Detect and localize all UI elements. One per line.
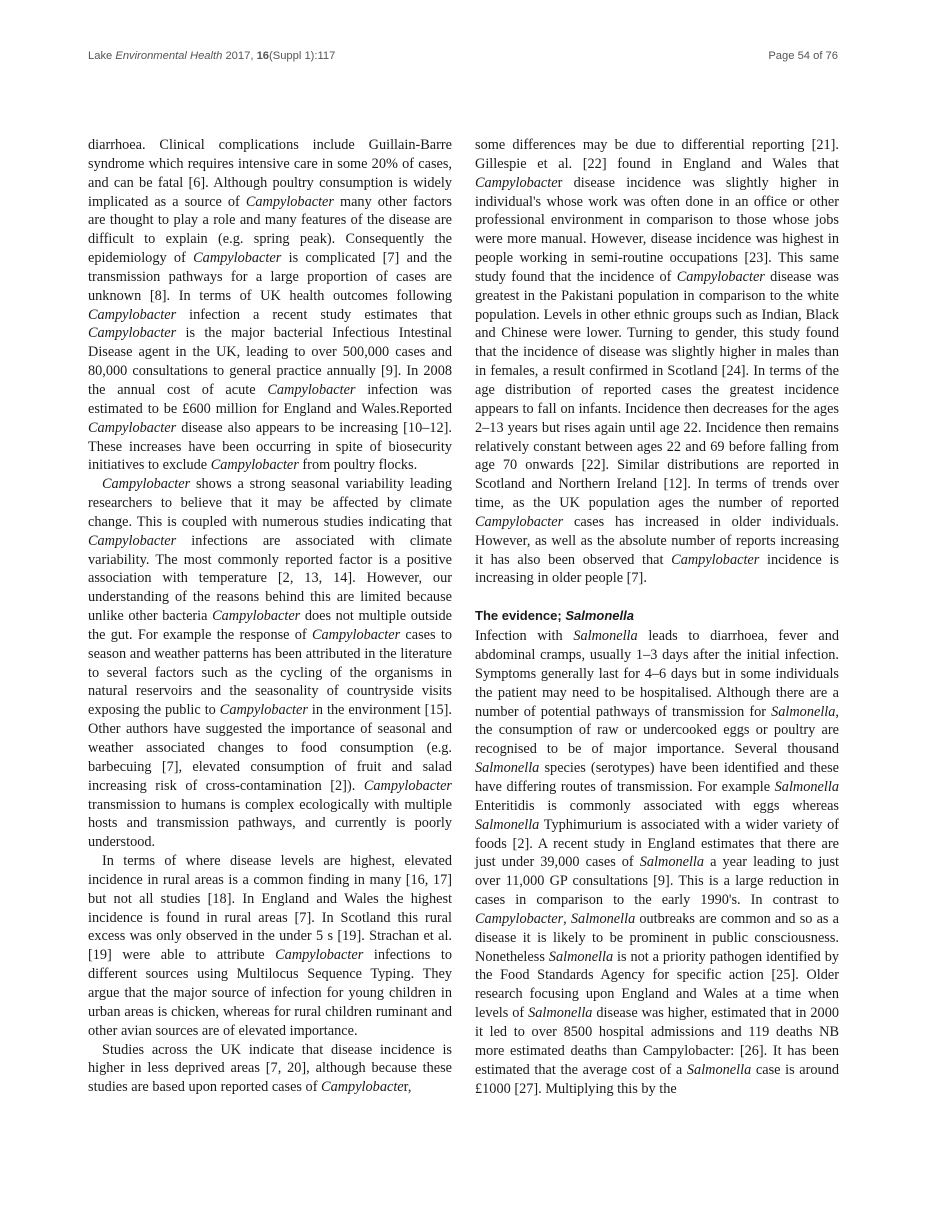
text-run: is not a priority pathogen identified by the Food Standards Agency for specific action [25]. Older research focusing upon England and Wales at a time when levels of <box>475 948 840 1022</box>
text-run: infection a recent study estimates that <box>176 306 452 323</box>
italic-term: Campylobacte <box>475 174 558 191</box>
italic-term: Campylobacter <box>267 381 356 398</box>
italic-term: Campylobacter <box>210 457 299 474</box>
citation-line <box>88 50 335 62</box>
italic-term: Salmonella <box>548 948 614 965</box>
italic-term: Salmonella <box>774 779 839 795</box>
text-run: outbreaks are common and so as a disease it is likely to be prominent in public consciousness. Nonetheless <box>475 910 839 965</box>
text-run: Enteritidis is commonly associated with eggs whereas <box>475 797 839 814</box>
italic-term: Campylobacter <box>363 777 452 794</box>
italic-term: Campylobacter <box>212 608 301 625</box>
paragraph-seasonal-variability <box>88 475 452 852</box>
text-run: incidence is increasing in older people [7]. <box>475 551 839 587</box>
italic-term: Salmonella <box>528 1005 593 1022</box>
text-run: r, <box>403 1079 412 1096</box>
italic-term: Campylobacte <box>321 1079 404 1096</box>
italic-term: Campylobacter <box>245 193 334 210</box>
text-run: r disease incidence was slightly higher in individual's whose work was often done in an office or other professional environment in comparison to those whose jobs were more manual. However, disease incidence was highest in people working in semi-routine occupations [23]. This same study found that the incidence of <box>475 174 839 285</box>
italic-term: Salmonella <box>639 854 705 871</box>
text-run: disease was greatest in the Pakistani population in comparison to the white population. Levels in other ethnic groups such as Indian, Black and Chinese were lower. Turning to gender, this study found that the incidence of disease was slightly higher in males than in females, a result confirmed in Scotland [24]. In terms of the age distribution of reported cases the greatest incidence appears to fall on infants. Incidence then decreases for the ages 2–13 years but rises again until age 22. Incidence then remains relatively constant between ages 22 and 69 before falling from age 70 onwards [22]. Similar distributions are reported in Scotland and Northern Ireland [12]. In terms of trends over time, as the UK population ages the number of reported <box>475 268 839 512</box>
text-run: cases has increased in older individuals. However, as well as the absolute number of reports increasing it has also been observed that <box>475 513 839 568</box>
text-run: is the major bacterial Infectious Intestinal Disease agent in the UK, leading to over 500,000 cases and 80,000 consultations to general practice annually [9]. In 2008 the annual cost of acute <box>88 325 452 398</box>
italic-term: Salmonella <box>573 628 638 645</box>
italic-term: Campylobacter <box>88 306 177 323</box>
text-run: some differences may be due to differential reporting [21]. Gillespie et al. [22] found in England and Wales that <box>475 137 839 172</box>
text-run: a year leading to just over 11,000 GP consultations [9]. This is a large reduction in cases in comparison to the early 1990's. In contrast to <box>475 854 839 909</box>
text-run: , the consumption of raw or undercooked eggs or poultry are recognised to be of major importance. Several thousand <box>475 703 839 758</box>
text-run: diarrhoea. Clinical complications include Guillain-Barre syndrome which requires intensive care in some 20% of cases, and can be fatal [6]. Although poultry consumption is widely implicated as a source of <box>88 137 452 210</box>
text-run: from poultry flocks. <box>298 457 418 474</box>
text-run: , <box>563 910 571 927</box>
italic-term: Salmonella <box>570 910 636 927</box>
paragraph-campylobacter-burden <box>88 136 452 475</box>
italic-term: Campylobacter <box>102 476 191 493</box>
text-run: is complicated [7] and the transmission pathways for a large proportion of cases are unknown [8]. In terms of UK health outcomes following <box>88 250 452 304</box>
italic-term: Salmonella <box>475 816 540 833</box>
journal-issue: (Suppl 1):117 <box>269 50 336 62</box>
text-run: many other factors are thought to play a role and many features of the disease are difficult to explain (e.g. spring peak). Consequently the epidemiology of <box>88 193 452 267</box>
italic-term: Campylobacter <box>311 626 401 643</box>
italic-term: Campylobacter <box>676 268 765 285</box>
italic-term: Campylobacter <box>88 532 177 549</box>
text-run: infection was estimated to be £600 million for England and Wales.Reported <box>88 381 452 417</box>
text-run: shows a strong seasonal variability leading researchers to believe that it may be affected by climate change. This is coupled with numerous studies indicating that <box>88 476 452 530</box>
italic-term: Campylobacter <box>219 702 308 719</box>
text-run: transmission to humans is complex ecologically with multiple hosts and transmission pathways, and currently is poorly understood. <box>88 796 452 851</box>
heading-italic: Salmonella <box>565 608 634 624</box>
paragraph-deprivation <box>88 1041 452 1098</box>
text-run: infections to different sources using Multilocus Sequence Typing. They argue that the major source of infection for young children in urban areas is chicken, whereas for rural children ruminant and other avian sources are of elevated importance. <box>88 947 452 1039</box>
left-column <box>88 136 452 1097</box>
right-column <box>475 136 839 1098</box>
text-run: In terms of where disease levels are highest, elevated incidence in rural areas is a common finding in many [16, 17] but not all studies [18]. In England and Wales the highest incidence is found in rural areas [7]. In Scotland this rural excess was only observed in the under 5 s [19]. Strachan et al. [19] were able to attribute <box>88 853 452 964</box>
text-run: infections are associated with climate variability. The most commonly reported factor is a positive association with temperature [2, 13, 14]. However, our understanding of the reasons behind this are limited because unlike other bacteria <box>88 532 452 625</box>
paragraph-salmonella <box>475 627 839 1098</box>
journal-year: 2017, <box>222 50 257 62</box>
text-run: species (serotypes) have been identified and these have differing routes of transmission. For example <box>475 760 839 795</box>
italic-term: Campylobacter <box>475 910 564 927</box>
journal-author: Lake <box>88 50 116 62</box>
text-run: disease was higher, estimated that in 2000 it led to over 8500 hospital admissions and 119 deaths NB more estimated deaths than Campylobacter: [26]. It has been estimated that the average cost of a <box>475 1005 839 1078</box>
italic-term: Campylobacter <box>193 250 282 267</box>
text-run: cases to season and weather patterns has been attributed in the literature to several factors such as the cycling of the organisms in natural reservoirs and the seasonality of countryside visits exposing the public to <box>88 626 452 719</box>
italic-term: Campylobacter <box>275 947 364 964</box>
italic-term: Campylobacter <box>475 513 564 530</box>
text-run: leads to diarrhoea, fever and abdominal cramps, usually 1–3 days after the initial infection. Symptoms generally last for 4–6 days but in some individuals the patient may need to be hospitalised. Although there are a number of potential pathways of transmission for <box>475 628 839 720</box>
text-run: disease also appears to be increasing [10–12]. These increases have been occurring in spite of biosecurity initiatives to exclude <box>88 419 452 474</box>
text-run: Infection with <box>475 628 574 645</box>
italic-term: Salmonella <box>475 760 540 777</box>
text-run: Typhimurium is associated with a wider variety of foods [2]. A recent study in England estimates that there are just under 39,000 cases of <box>475 816 839 871</box>
italic-term: Salmonella <box>686 1061 752 1078</box>
text-run: in the environment [15]. Other authors have suggested the importance of seasonal and weather associated changes to food consumption (e.g. barbecuing [7], elevated consumption of fruit and salad increasing risk of cross-contamination [2]). <box>88 702 452 794</box>
text-run: does not multiple outside the gut. For example the response of <box>88 608 452 643</box>
text-run: case is around £1000 [27]. Multiplying this by the <box>475 1061 840 1097</box>
journal-volume: 16 <box>256 50 270 62</box>
heading-text: The evidence; <box>475 608 566 624</box>
italic-term: Campylobacter <box>88 419 177 436</box>
page-number: Page 54 of 76 <box>768 50 838 62</box>
journal-name: Environmental Health <box>115 50 223 62</box>
italic-term: Salmonella <box>771 703 836 720</box>
section-heading-salmonella <box>475 606 839 625</box>
text-run: Studies across the UK indicate that disease incidence is higher in less deprived areas [7, 20], although because these studies are based upon reported cases of <box>88 1041 452 1096</box>
paragraph-reporting-differences <box>475 136 839 588</box>
italic-term: Campylobacter <box>88 325 177 342</box>
running-head <box>88 50 838 66</box>
paragraph-rural-incidence <box>88 852 452 1040</box>
italic-term: Campylobacter <box>671 551 760 568</box>
